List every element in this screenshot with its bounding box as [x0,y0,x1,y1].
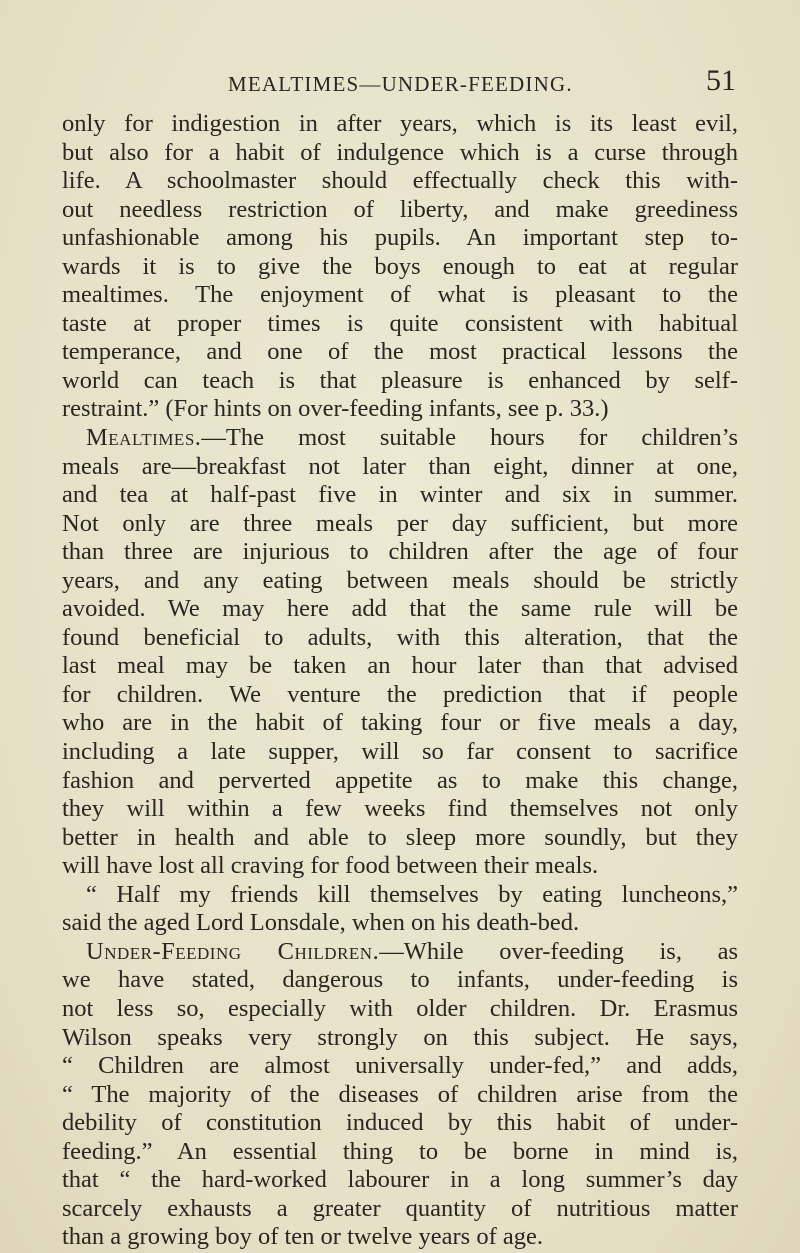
line-text: Wilson speaks very strongly on this subject. He says, [62,1023,738,1051]
text-line [62,624,738,653]
line-text: than three are injurious to children after the age of four [62,538,738,566]
body-text [62,110,738,1252]
line-text: said the aged Lord Lonsdale, when on his death-bed. [62,909,580,937]
line-text: years, and any eating between meals should be strictly [62,566,738,594]
line-text: “ Children are almost universally under-fed,” and adds, [62,1052,738,1080]
text-line [62,1052,738,1081]
line-text: —The most suitable hours for children’s [201,424,738,452]
line-text: wards it is to give the boys enough to eat at regular [62,252,738,280]
text-line [62,1195,738,1224]
running-head [0,62,800,102]
line-text: feeding.” An essential thing to be borne in mind is, [62,1137,738,1165]
text-line [62,538,738,567]
text-line [62,224,738,253]
running-title: MEALTIMES—UNDER-FEEDING. [228,72,573,96]
text-line [62,852,738,881]
line-text: “ The majority of the diseases of children arise from the [62,1080,738,1108]
text-line [62,1138,738,1167]
line-text: last meal may be taken an hour later than that advised [62,652,738,680]
text-line [62,453,738,482]
line-text: only for indigestion in after years, which is its least evil, [62,110,738,137]
line-text: taste at proper times is quite consistent with habitual [62,309,738,337]
text-line [62,510,738,539]
line-text: debility of constitution induced by this habit of under- [62,1109,738,1137]
text-line [62,281,738,310]
line-text: found beneficial to adults, with this alteration, that the [62,623,738,651]
line-text: “ Half my friends kill themselves by eating luncheons,” [86,880,738,908]
page-number: 51 [706,64,736,97]
line-text: world can teach is that pleasure is enhanced by self- [62,366,738,394]
text-line [62,966,738,995]
line-text: scarcely exhausts a greater quantity of nutritious matter [62,1194,738,1222]
line-text: fashion and perverted appetite as to make this change, [62,766,738,794]
text-line [62,738,738,767]
text-line [62,1166,738,1195]
text-line [62,995,738,1024]
text-line [62,139,738,168]
line-text: including a late supper, will so far consent to sacrifice [62,738,738,766]
section-heading: Under-Feeding Children. [86,937,380,965]
text-line [62,253,738,282]
line-text: temperance, and one of the most practical lessons the [62,338,738,366]
text-line [62,1223,738,1252]
text-line [62,567,738,596]
line-text: they will within a few weeks find themselves not only [62,795,738,823]
text-line [62,481,738,510]
text-line [62,652,738,681]
line-text: mealtimes. The enjoyment of what is pleasant to the [62,281,738,309]
text-line [62,767,738,796]
text-line [62,338,738,367]
line-text: than a growing boy of ten or twelve years of age. [62,1223,543,1251]
line-text: meals are—breakfast not later than eight, dinner at one, [62,452,738,480]
line-text: and tea at half-past five in winter and six in summer. [62,481,738,509]
text-line [62,709,738,738]
line-text: avoided. We may here add that the same rule will be [62,595,738,623]
text-line [62,881,738,910]
text-line [62,395,738,424]
line-text: who are in the habit of taking four or five meals a day, [62,709,738,737]
line-text: that “ the hard-worked labourer in a long summer’s day [62,1166,738,1194]
text-line [62,110,738,139]
line-text: but also for a habit of indulgence which is a curse through [62,138,738,166]
line-text: —While over-feeding is, as [379,937,738,965]
line-text: Not only are three meals per day sufficient, but more [62,509,738,537]
text-line [62,310,738,339]
text-line [62,1109,738,1138]
text-line [62,1081,738,1110]
text-line [62,367,738,396]
text-line [62,424,738,453]
text-line [62,824,738,853]
line-text: unfashionable among his pupils. An important step to- [62,224,738,252]
text-line [62,1024,738,1053]
text-line [62,595,738,624]
text-line [62,681,738,710]
text-line [62,167,738,196]
line-text: for children. We venture the prediction that if people [62,680,738,708]
text-line [62,196,738,225]
line-text: life. A schoolmaster should effectually check this with- [62,167,738,195]
line-text: not less so, especially with older children. Dr. Erasmus [62,994,738,1022]
section-heading: Mealtimes. [86,424,202,452]
line-text: out needless restriction of liberty, and make greediness [62,195,738,223]
text-line [62,795,738,824]
line-text: better in health and able to sleep more soundly, but they [62,823,738,851]
text-line [62,909,738,938]
line-text: restraint.” (For hints on over-feeding infants, see p. 33.) [62,395,609,423]
line-text: we have stated, dangerous to infants, under-feeding is [62,966,738,994]
text-line [62,938,738,967]
line-text: will have lost all craving for food between their meals. [62,852,599,880]
